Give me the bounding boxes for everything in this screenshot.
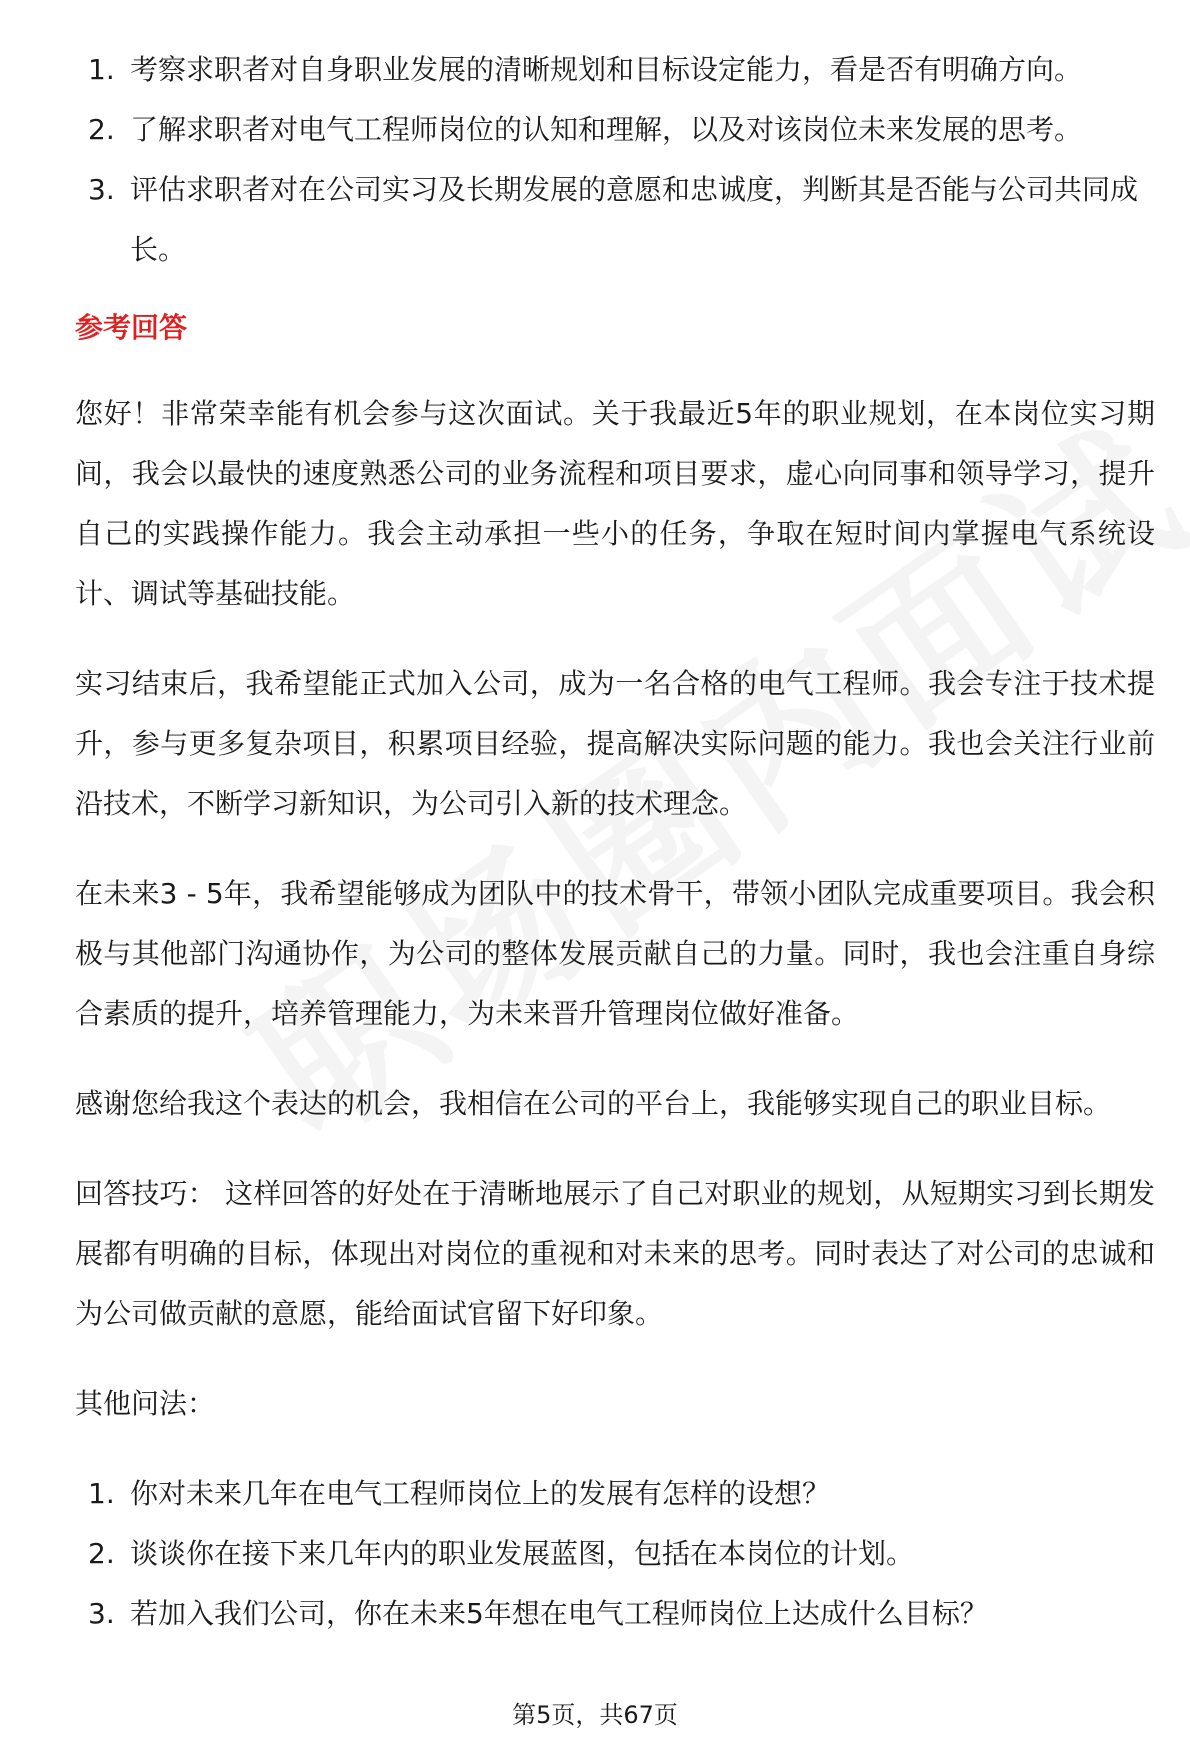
answer-paragraph: 在未来3 - 5年，我希望能够成为团队中的技术骨干，带领小团队完成重要项目。我会积极与其他部门沟通协作，为公司的整体发展贡献自己的力量。同时，我也会注重自身综合素质的提升，培养管理能力，为未来晋升管理岗位做好准备。	[75, 877, 1155, 1030]
list-item	[75, 1464, 1155, 1524]
other-questions-list	[75, 1464, 1155, 1644]
list-item-text: 评估求职者对在公司实习及长期发展的意愿和忠诚度，判断其是否能与公司共同成长。	[130, 173, 1139, 266]
list-item-number: 3.	[88, 1597, 115, 1630]
list-item	[75, 100, 1155, 160]
list-item	[75, 1584, 1155, 1644]
intro-list	[75, 40, 1155, 280]
answer-paragraph: 您好！非常荣幸能有机会参与这次面试。关于我最近5年的职业规划，在本岗位实习期间，我会以最快的速度熟悉公司的业务流程和项目要求，虚心向同事和领导学习，提升自己的实践操作能力。我会主动承担一些小的任务，争取在短时间内掌握电气系统设计、调试等基础技能。	[75, 397, 1155, 610]
list-item-number: 2.	[88, 113, 115, 146]
answer-paragraph: 感谢您给我这个表达的机会，我相信在公司的平台上，我能够实现自己的职业目标。	[75, 1087, 1112, 1120]
list-item	[75, 40, 1155, 100]
answer-paragraph: 实习结束后，我希望能正式加入公司，成为一名合格的电气工程师。我会专注于技术提升，参与更多复杂项目，积累项目经验，提高解决实际问题的能力。我也会关注行业前沿技术，不断学习新知识，为公司引入新的技术理念。	[75, 667, 1155, 820]
list-item-text: 你对未来几年在电气工程师岗位上的发展有怎样的设想？	[130, 1477, 831, 1510]
other-questions-heading: 其他问法：	[75, 1387, 216, 1420]
list-item-number: 1.	[88, 53, 115, 86]
page-content	[75, 40, 1155, 1644]
answer-tips-paragraph: 回答技巧： 这样回答的好处在于清晰地展示了自己对职业的规划，从短期实习到长期发展都有明确的目标，体现出对岗位的重视和对未来的思考。同时表达了对公司的忠诚和为公司做贡献的意愿，能给面试官留下好印象。	[75, 1177, 1155, 1330]
list-item-number: 1.	[88, 1477, 115, 1510]
list-item-text: 考察求职者对自身职业发展的清晰规划和目标设定能力，看是否有明确方向。	[130, 53, 1083, 86]
answer-section-title: 参考回答	[75, 311, 188, 344]
list-item-number: 3.	[88, 173, 115, 206]
list-item-text: 谈谈你在接下来几年内的职业发展蓝图，包括在本岗位的计划。	[130, 1537, 915, 1570]
list-item	[75, 1524, 1155, 1584]
list-item-text: 了解求职者对电气工程师岗位的认知和理解，以及对该岗位未来发展的思考。	[130, 113, 1083, 146]
page-number-footer: 第5页，共67页	[512, 1701, 678, 1729]
list-item	[75, 160, 1155, 280]
list-item-number: 2.	[88, 1537, 115, 1570]
list-item-text: 若加入我们公司，你在未来5年想在电气工程师岗位上达成什么目标？	[130, 1597, 988, 1630]
